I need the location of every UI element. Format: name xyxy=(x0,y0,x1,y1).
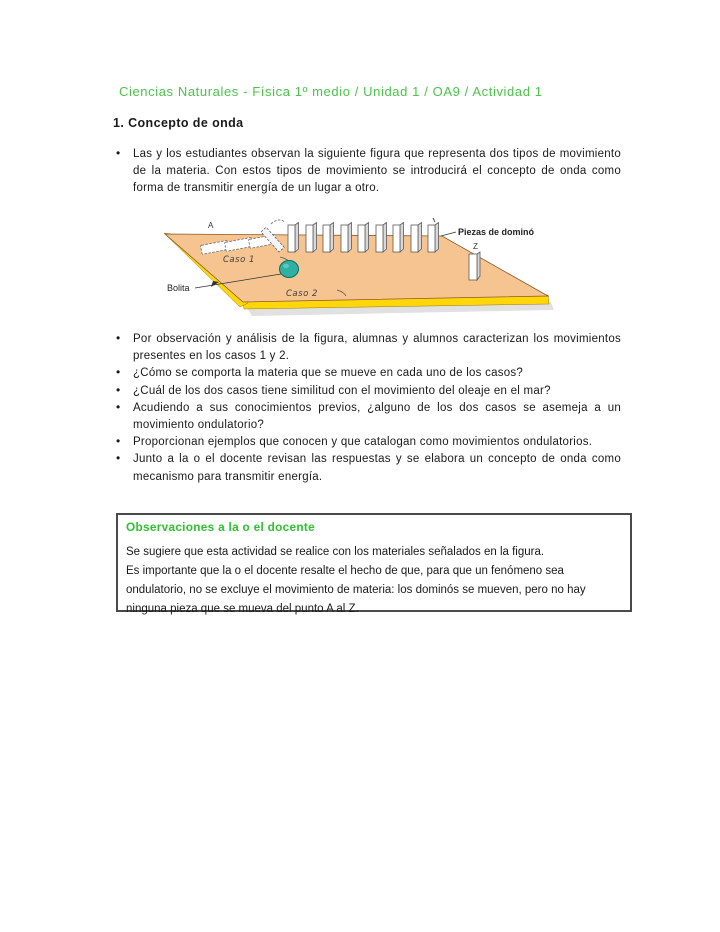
ball-label: Bolita xyxy=(167,283,190,293)
lone-domino xyxy=(469,252,480,280)
case1-label: Caso 1 xyxy=(223,255,255,265)
pieces-label: Piezas de dominó xyxy=(458,227,535,237)
list-item: • Por observación y análisis de la figura, alumnas y alumnos caracterizan los movimientos presentes en los casos 1 y 2. xyxy=(113,331,621,365)
page-title: 1. Concepto de onda xyxy=(113,116,244,130)
note-box-title: Observaciones a la o el docente xyxy=(126,520,315,534)
list-item: • ¿Cuál de los dos casos tiene similitud con el movimiento del oleaje en el mar? xyxy=(113,383,621,400)
tick-mark xyxy=(433,218,435,222)
list-item: • Junto a la o el docente revisan las respuestas y se elabora un concepto de onda como mecanismo para transmitir energía. xyxy=(113,451,621,485)
standing-dominoes xyxy=(288,223,439,253)
breadcrumb: Ciencias Naturales - Física 1º medio / Unidad 1 / OA9 / Actividad 1 xyxy=(119,84,543,99)
ball xyxy=(280,261,299,278)
ball-highlight xyxy=(283,264,289,268)
pieces-leader-line xyxy=(441,232,456,236)
list-item: • Proporcionan ejemplos que conocen y que catalogan como movimientos ondulatorios. xyxy=(113,434,621,451)
list-item: • ¿Cómo se comporta la materia que se mueve en cada uno de los casos? xyxy=(113,365,621,382)
point-z-label: Z xyxy=(473,242,478,251)
domino-ball-figure xyxy=(155,216,565,318)
list-item: • Las y los estudiantes observan la siguiente figura que representa dos tipos de movimiento de la materia. Con estos tipos de movimiento se introducirá el concepto de onda como forma de transmitir energía de un lugar a otro. xyxy=(113,146,621,198)
intro-bullet-list xyxy=(113,146,621,198)
note-box-body-line1: Se sugiere que esta actividad se realice con los materiales señalados en la figura. xyxy=(126,546,545,558)
list-item: • Acudiendo a sus conocimientos previos, ¿alguno de los dos casos se asemeja a un movimiento ondulatorio? xyxy=(113,400,621,434)
teacher-note-box xyxy=(116,513,632,615)
point-a-label: A xyxy=(208,221,214,230)
case2-label: Caso 2 xyxy=(286,289,318,299)
note-box-body-line2: Es importante que la o el docente resalte el hecho de que, para que un fenómeno sea ondulatorio, no se excluye el movimiento de materia: los dominós se mueven, pero no hay ninguna pieza que se mueva del punto A al Z. xyxy=(126,565,586,615)
activity-bullet-list xyxy=(113,331,621,486)
figure-illustration xyxy=(155,216,565,318)
